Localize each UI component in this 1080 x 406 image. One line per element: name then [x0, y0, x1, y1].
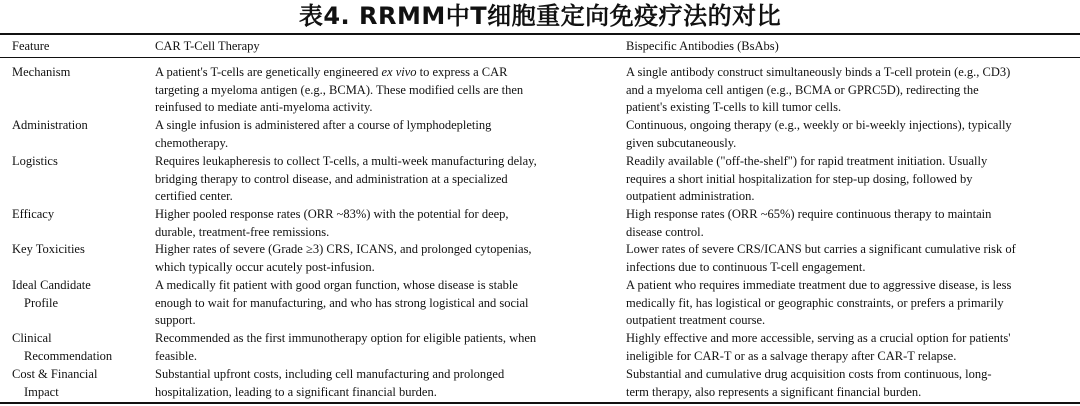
feature-label: Profile — [24, 295, 59, 310]
car-t-line: Higher pooled response rates (ORR ~83%) with the potential for deep, — [155, 207, 509, 221]
feature-cell — [12, 153, 58, 171]
car-t-cell — [155, 366, 504, 401]
bsabs-line: outpatient administration. — [626, 189, 755, 204]
car-t-line: Higher rates of severe (Grade ≥3) CRS, ICANS, and prolonged cytopenias, — [155, 242, 532, 256]
bsabs-line: outpatient treatment course. — [626, 313, 766, 328]
car-t-line: Requires leukapheresis to collect T-cells, a multi-week manufacturing delay, — [155, 154, 537, 168]
car-t-line: support. — [155, 313, 196, 328]
bsabs-line: Substantial and cumulative drug acquisition costs from continuous, long- — [626, 367, 992, 381]
car-t-line: chemotherapy. — [155, 135, 229, 150]
bsabs-cell — [626, 277, 1011, 330]
feature-label: Ideal Candidate — [12, 278, 91, 292]
bsabs-line: patient's existing T-cells to kill tumor cells. — [626, 100, 842, 115]
feature-label: Impact — [24, 384, 59, 399]
car-t-line: A medically fit patient with good organ function, whose disease is stable — [155, 278, 518, 292]
bsabs-line: Continuous, ongoing therapy (e.g., weekly or bi-weekly injections), typically — [626, 118, 1012, 132]
car-t-line: durable, treatment-free remissions. — [155, 224, 330, 239]
bsabs-cell — [626, 366, 992, 401]
top-rule — [0, 33, 1080, 35]
feature-cell — [12, 277, 91, 312]
bsabs-line: Highly effective and more accessible, serving as a crucial option for patients' — [626, 331, 1011, 345]
bsabs-cell — [626, 241, 1016, 276]
car-t-cell — [155, 117, 491, 152]
car-t-cell — [155, 206, 509, 241]
feature-cell — [12, 241, 85, 259]
car-t-line: certified center. — [155, 189, 233, 204]
bsabs-line: Readily available ("off-the-shelf") for rapid treatment initiation. Usually — [626, 154, 988, 168]
bsabs-line: requires a short initial hospitalization for step-up dosing, followed by — [626, 171, 973, 186]
bottom-rule — [0, 402, 1080, 404]
car-t-line: Substantial upfront costs, including cell manufacturing and prolonged — [155, 367, 505, 381]
bsabs-cell — [626, 153, 987, 206]
car-t-line: which typically occur acutely post-infusion. — [155, 259, 375, 274]
header-car-t: CAR T-Cell Therapy — [155, 39, 260, 53]
feature-label: Efficacy — [12, 207, 55, 221]
car-t-cell — [155, 241, 532, 276]
feature-label: Clinical — [12, 331, 52, 345]
bsabs-line: and a myeloma cell antigen (e.g., BCMA or GPRC5D), redirecting the — [626, 82, 979, 97]
car-t-cell — [155, 153, 537, 206]
bsabs-line: given subcutaneously. — [626, 135, 737, 150]
car-t-line: hospitalization, leading to a significant financial burden. — [155, 384, 437, 399]
bsabs-line: A single antibody construct simultaneously binds a T-cell protein (e.g., CD3) — [626, 65, 1011, 79]
feature-cell — [12, 366, 97, 401]
feature-label: Logistics — [12, 154, 58, 168]
car-t-line: feasible. — [155, 348, 197, 363]
bsabs-cell — [626, 206, 991, 241]
header-bsabs: Bispecific Antibodies (BsAbs) — [626, 39, 779, 53]
table-title: 表4. RRMM中T细胞重定向免疫疗法的对比 — [298, 2, 782, 30]
bsabs-line: disease control. — [626, 224, 704, 239]
car-t-line: targeting a myeloma antigen (e.g., BCMA). These modified cells are then — [155, 82, 524, 97]
car-t-cell — [155, 277, 529, 330]
feature-label: Recommendation — [24, 348, 113, 363]
car-t-line: bridging therapy to control disease, and administration at a specialized — [155, 171, 508, 186]
feature-cell — [12, 64, 70, 82]
feature-label: Administration — [12, 118, 88, 132]
bsabs-line: Lower rates of severe CRS/ICANS but carries a significant cumulative risk of — [626, 242, 1016, 256]
bsabs-line: A patient who requires immediate treatment due to aggressive disease, is less — [626, 278, 1012, 292]
car-t-cell — [155, 64, 523, 117]
bsabs-line: medically fit, has logistical or geographic constraints, or prefers a primarily — [626, 295, 1004, 310]
bsabs-cell — [626, 330, 1011, 365]
feature-cell — [12, 117, 88, 135]
bsabs-line: infections due to continuous T-cell engagement. — [626, 259, 866, 274]
bsabs-line: High response rates (ORR ~65%) require continuous therapy to maintain — [626, 207, 992, 221]
car-t-line: enough to wait for manufacturing, and who has strong logistical and social — [155, 295, 529, 310]
car-t-line: Recommended as the first immunotherapy option for eligible patients, when — [155, 331, 537, 345]
header-rule — [0, 57, 1080, 58]
feature-cell — [12, 206, 54, 224]
car-t-cell — [155, 330, 536, 365]
feature-label: Cost & Financial — [12, 367, 98, 381]
bsabs-line: ineligible for CAR-T or as a salvage therapy after CAR-T relapse. — [626, 348, 957, 363]
car-t-line: A patient's T-cells are genetically engineered ex vivo to express a CAR — [155, 65, 508, 79]
feature-label: Key Toxicities — [12, 242, 85, 256]
car-t-line: reinfused to mediate anti-myeloma activity. — [155, 100, 373, 115]
bsabs-cell — [626, 64, 1010, 117]
bsabs-cell — [626, 117, 1012, 152]
bsabs-line: term therapy, also represents a significant financial burden. — [626, 384, 922, 399]
feature-cell — [12, 330, 112, 365]
car-t-line: A single infusion is administered after a course of lymphodepleting — [155, 118, 492, 132]
feature-label: Mechanism — [12, 65, 71, 79]
header-feature: Feature — [12, 39, 50, 53]
